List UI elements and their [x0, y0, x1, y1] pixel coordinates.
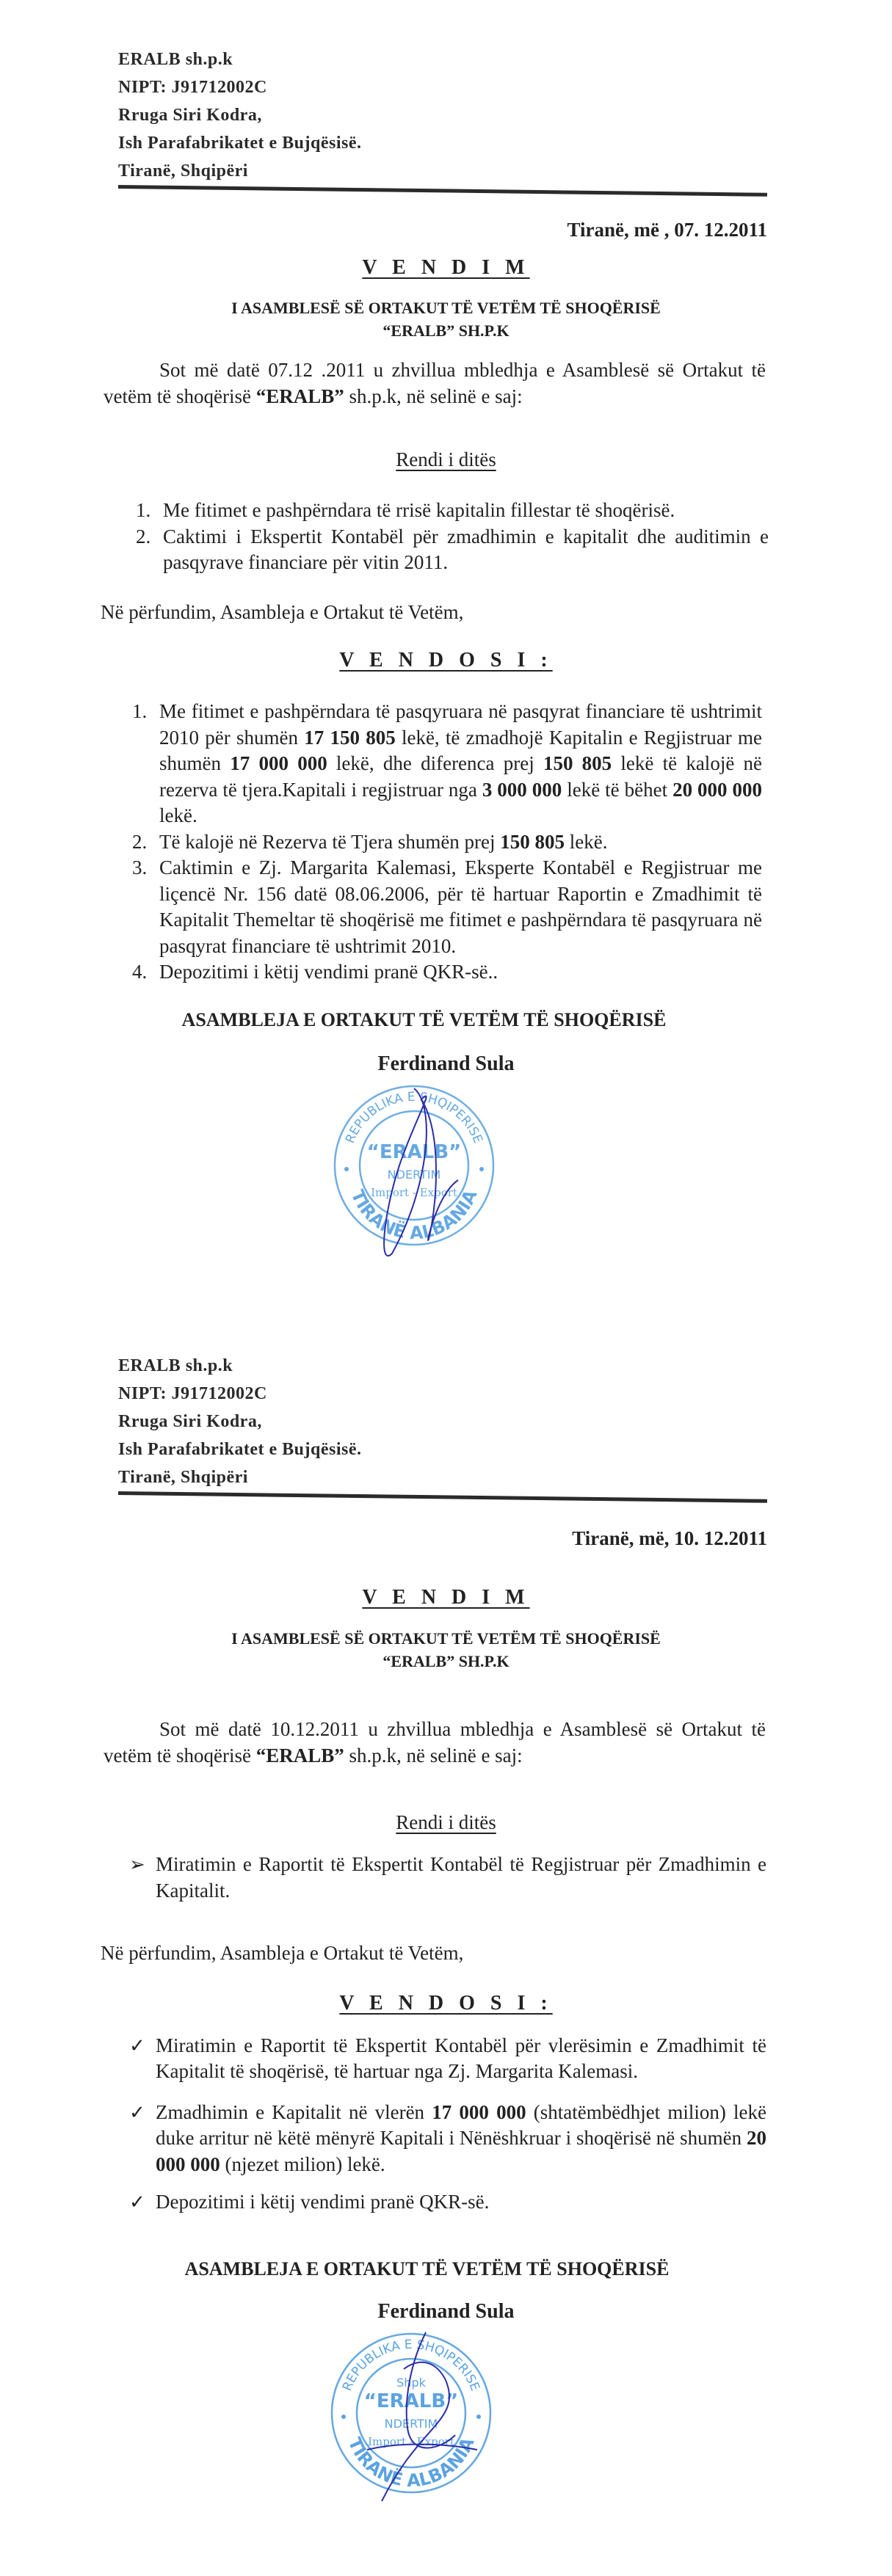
title-line: I ASAMBLESË SË ORTAKUT TË VETËM TË SHOQËRISË	[231, 1629, 661, 1648]
header-divider	[118, 185, 767, 197]
decision-item: 4. Depozitimi i këtij vendimi pranë QKR-së..	[132, 961, 498, 983]
title-line: “ERALB” SH.P.K	[382, 1652, 510, 1670]
conclusion: Në përfundim, Asambleja e Ortakut të Vetëm,	[101, 1942, 464, 1964]
signature-block: ASAMBLEJA E ORTAKUT TË VETËM TË SHOQËRISË	[184, 2257, 670, 2280]
decision-title	[0, 1627, 892, 1673]
decision-item: 1. Me fitimet e pashpërndara të pasqyruara në pasqyrat financiare të ushtrimit 2010 për shumën 17 150 805 lekë, të zmadhojë Kapitalin e Regjistruar me shumën 17 000 000 lekë, dhe diferenca prej 150 805 lekë të kalojë në rezerva të tjera.Kapitali i regjistruar nga 3 000 000 lekë të bëhet 20 000 000 lekë.	[132, 700, 763, 826]
title-line: “ERALB” SH.P.K	[382, 321, 510, 340]
svg-text:“ERALB”: “ERALB”	[366, 1140, 462, 1163]
svg-text:Shpk: Shpk	[396, 2375, 426, 2390]
check-icon: ✓	[129, 2101, 145, 2123]
decision-page-2	[0, 1352, 892, 2497]
check-icon: ✓	[129, 2034, 145, 2056]
header-divider	[118, 1491, 767, 1503]
company-stamp-icon	[327, 2329, 496, 2497]
company-area: Ish Parafabrikatet e Bujqësisë.	[118, 1440, 362, 1459]
decides-heading: V E N D O S I :	[339, 649, 553, 672]
svg-text:REPUBLIKA E SHQIPERISE: REPUBLIKA E SHQIPERISE	[339, 2337, 483, 2393]
agenda-title: Rendi i ditës	[396, 448, 496, 470]
company-city: Tiranë, Shqipëri	[118, 1468, 248, 1487]
decision-date: Tiranë, më , 07. 12.2011	[567, 219, 767, 241]
company-area: Ish Parafabrikatet e Bujqësisë.	[118, 134, 362, 153]
decision-date: Tiranë, më, 10. 12.2011	[572, 1527, 767, 1549]
signatory-name: Ferdinand Sula	[377, 2299, 515, 2323]
company-header	[118, 1352, 892, 1491]
intro-paragraph: Sot më datë 10.12.2011 u zhvillua mbledhja e Asamblesë së Ortakut të vetëm të shoqërisë “ERALB” sh.p.k, në selinë e saj:	[104, 1718, 766, 1767]
signature-block: ASAMBLEJA E ORTAKUT TË VETËM TË SHOQËRISË	[181, 1008, 667, 1030]
company-stamp-icon	[330, 1081, 498, 1250]
agenda-item: ➢ Miratimin e Raportit të Ekspertit Kontabël të Regjistruar për Zmadhimin e Kapitalit.	[129, 1853, 766, 1902]
svg-text:“ERALB”: “ERALB”	[363, 2390, 459, 2412]
decision-item: ✓ Miratimin e Raportit të Ekspertit Kontabël për vlerësimin e Zmadhimit të Kapitalit të shoqërisë, të hartuar nga Zj. Margarita Kalemasi.	[129, 2034, 766, 2082]
company-name: ERALB sh.p.k	[118, 50, 233, 69]
intro-paragraph: Sot më datë 07.12 .2011 u zhvillua mbledhja e Asamblesë së Ortakut të vetëm të shoqërisë “ERALB” sh.p.k, në selinë e saj:	[104, 359, 766, 407]
svg-text:NDERTIM: NDERTIM	[384, 2416, 438, 2431]
decision-heading	[0, 255, 892, 281]
check-icon: ✓	[129, 2191, 145, 2213]
company-street: Rruga Siri Kodra,	[118, 1412, 262, 1431]
decision-page-1	[0, 46, 892, 1250]
svg-text:NDERTIM: NDERTIM	[387, 1167, 441, 1182]
arrow-bullet-icon: ➢	[129, 1854, 145, 1875]
agenda-title: Rendi i ditës	[396, 1811, 496, 1833]
company-city: Tiranë, Shqipëri	[118, 161, 248, 181]
svg-text:Import - Export: Import - Export	[368, 2434, 454, 2448]
decision-list	[132, 699, 762, 986]
svg-text:TIRANË ALBANIA: TIRANË ALBANIA	[344, 2434, 479, 2491]
company-nipt: NIPT: J91712002C	[118, 1384, 267, 1403]
title-line: I ASAMBLESË SË ORTAKUT TË VETËM TË SHOQËRISË	[231, 299, 661, 317]
company-street: Rruga Siri Kodra,	[118, 106, 262, 125]
conclusion: Në përfundim, Asambleja e Ortakut të Vetëm,	[101, 600, 464, 623]
decision-heading: V E N D I M	[362, 1586, 530, 1609]
agenda-list	[136, 498, 769, 576]
company-name: ERALB sh.p.k	[118, 1356, 233, 1375]
company-header	[118, 46, 892, 185]
signatory-name: Ferdinand Sula	[377, 1052, 515, 1075]
svg-text:Import - Export: Import - Export	[371, 1185, 457, 1199]
decision-item: ✓ Depozitimi i këtij vendimi pranë QKR-së.	[156, 2189, 766, 2216]
company-nipt: NIPT: J91712002C	[118, 78, 267, 97]
agenda-item: 2. Caktimi i Ekspertit Kontabël për zmadhimin e kapitalit dhe auditimin e pasqyrave financiare për vitin 2011.	[136, 525, 769, 573]
decision-item: 2. Të kalojë në Rezerva të Tjera shumën prej 150 805 lekë.	[132, 830, 608, 853]
decision-item: 3. Caktimin e Zj. Margarita Kalemasi, Eksperte Kontabël e Regjistruar me liçencë Nr. 156 datë 08.06.2006, për të hartuar Raportin e Zmadhimit të Kapitalit Themeltar të shoqërisë me fitimet e pashpërndara të pasqyruara në pasqyrat financiare të ushtrimit 2010.	[132, 856, 762, 957]
heading-text: V E N D I M	[362, 256, 530, 279]
decision-title	[0, 296, 892, 342]
svg-text:TIRANË ALBANIA: TIRANË ALBANIA	[347, 1186, 482, 1243]
agenda-item: 1. Me fitimet e pashpërndara të rrisë kapitalin fillestar të shoqërisë.	[136, 499, 675, 521]
svg-text:REPUBLIKA E SHQIPERISE: REPUBLIKA E SHQIPERISE	[342, 1089, 486, 1146]
decision-item: ✓ Zmadhimin e Kapitalit në vlerën 17 000 000 (shtatëmbëdhjet milion) lekë duke arritur në këtë mënyrë Kapitali i Nënëshkruar i shoqërisë në shumën 20 000 000 (njezet milion) lekë.	[129, 2100, 766, 2175]
decides-heading: V E N D O S I :	[339, 1991, 553, 2015]
